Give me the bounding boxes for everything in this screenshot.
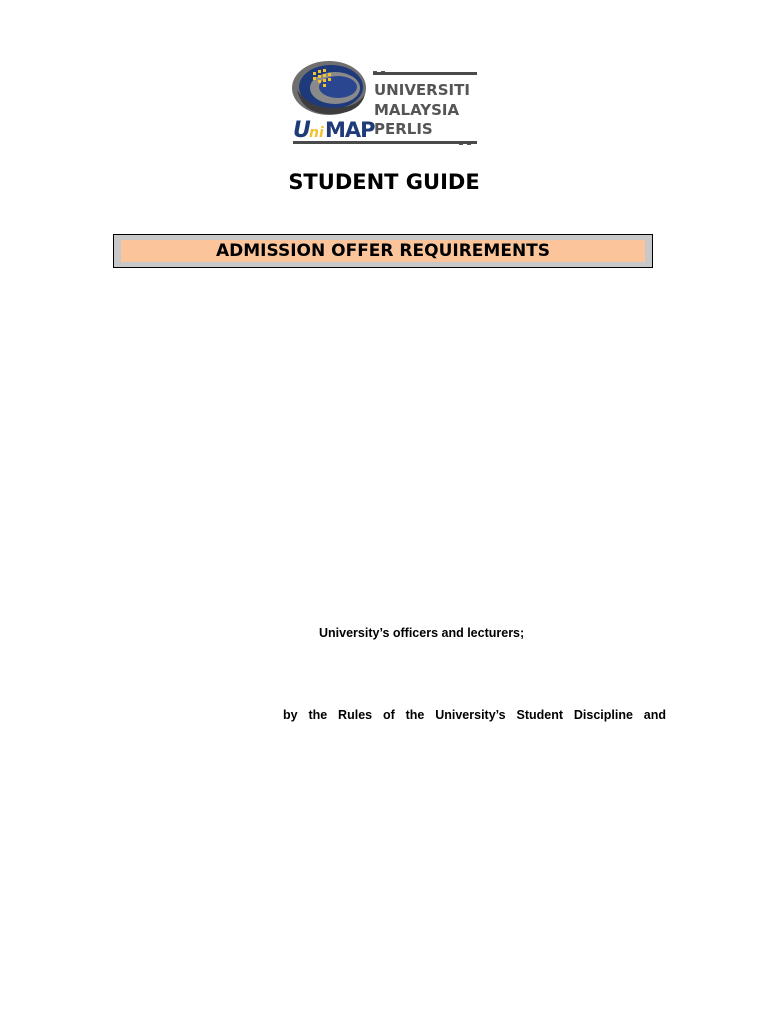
text-fragment-officers: University’s officers and lecturers; — [319, 626, 525, 640]
logo-university-name — [374, 81, 470, 138]
document-title: STUDENT GUIDE — [288, 170, 480, 194]
svg-text:MALAYSIA: MALAYSIA — [374, 101, 460, 119]
logo-brand-word — [293, 118, 375, 143]
section-heading: ADMISSION OFFER REQUIREMENTS — [121, 240, 645, 262]
logo-swirl-emblem — [292, 61, 366, 115]
svg-text:ni: ni — [309, 125, 324, 141]
svg-text:U: U — [293, 118, 311, 143]
university-logo — [291, 54, 479, 150]
svg-text:MAP: MAP — [325, 118, 375, 142]
logo-top-rule — [373, 72, 477, 75]
unimap-logo-graphic — [291, 54, 479, 150]
section-heading-box — [113, 234, 653, 268]
logo-bottom-rule — [293, 141, 477, 144]
svg-text:PERLIS: PERLIS — [374, 120, 433, 138]
text-fragment-rules: by the Rules of the University’s Student Discipline and — [283, 708, 666, 722]
svg-text:UNIVERSITI: UNIVERSITI — [374, 81, 470, 99]
